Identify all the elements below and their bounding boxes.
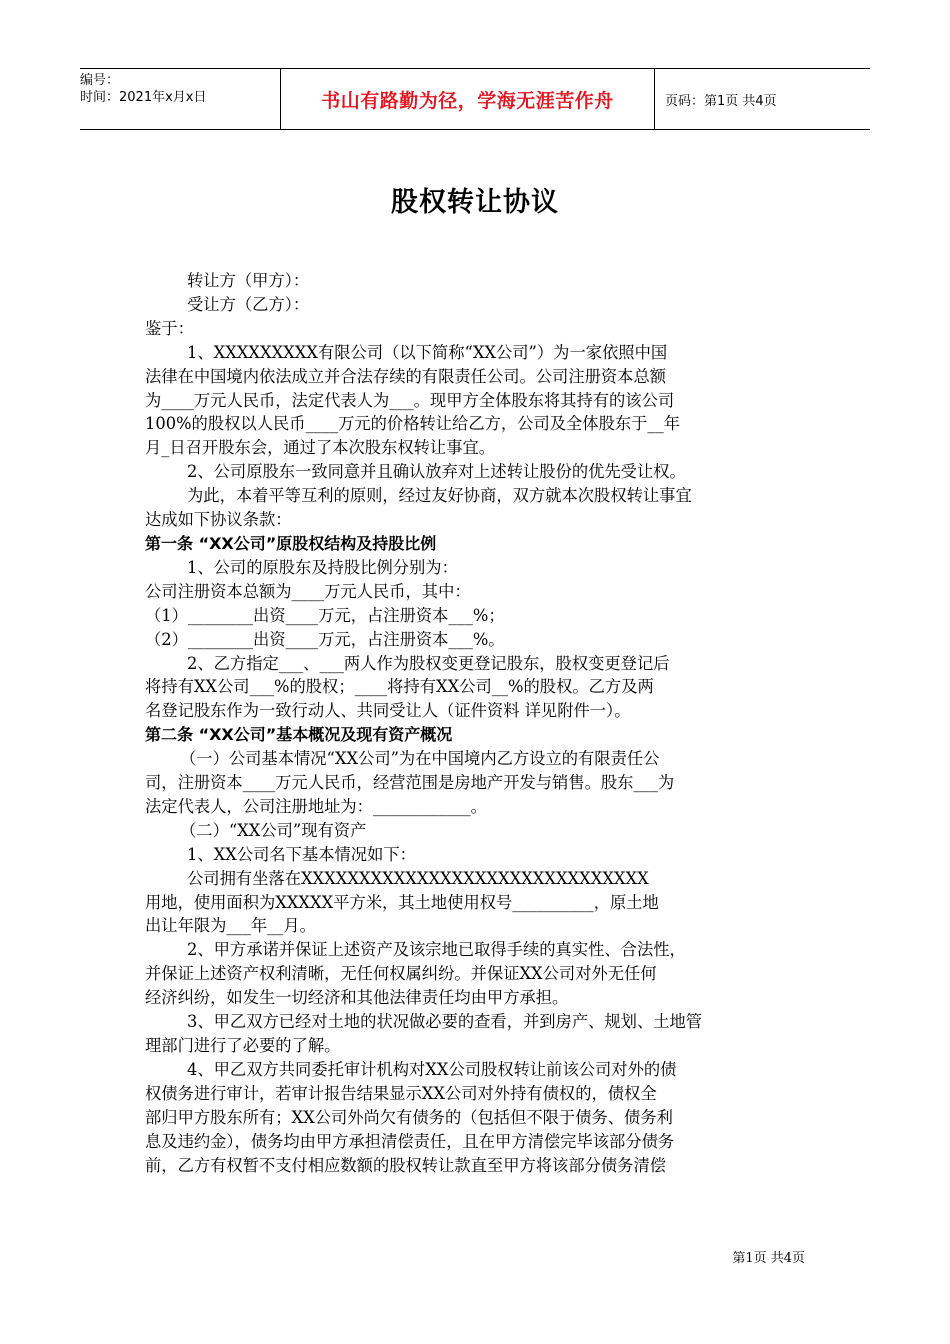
page-header bbox=[80, 68, 870, 130]
header-page-info: 页码：第1页 共4页 bbox=[665, 93, 777, 109]
body-paragraph: 为____万元人民币，法定代表人为___。现甲方全体股东将其持有的该公司 bbox=[145, 390, 675, 410]
header-meta bbox=[80, 69, 280, 129]
section-heading: 第一条 “XX公司”原股权结构及持股比例 bbox=[145, 533, 437, 553]
header-motto: 书山有路勤为径，学海无涯苦作舟 bbox=[321, 89, 614, 112]
body-paragraph: 3、甲乙双方已经对土地的状况做必要的查看，并到房产、规划、土地管 bbox=[187, 1012, 703, 1032]
body-paragraph: （二）“XX公司”现有资产 bbox=[180, 820, 367, 840]
body-paragraph: 2、公司原股东一致同意并且确认放弃对上述转让股份的优先受让权。 bbox=[187, 462, 686, 482]
body-paragraph: （一）公司基本情况“XX公司”为在中国境内乙方设立的有限责任公 bbox=[180, 749, 660, 769]
body-paragraph: 名登记股东作为一致行动人、共同受让人（证件资料 详见附件一）。 bbox=[145, 701, 631, 721]
body-paragraph: 法律在中国境内依法成立并合法存续的有限责任公司。公司注册资本总额 bbox=[145, 366, 667, 386]
body-paragraph: 公司拥有坐落在XXXXXXXXXXXXXXXXXXXXXXXXXXXXXX bbox=[187, 868, 649, 888]
body-paragraph: 2、甲方承诺并保证上述资产及该宗地已取得手续的真实性、合法性， bbox=[187, 940, 686, 960]
body-paragraph: 用地，使用面积为XXXXX平方米，其土地使用权号__________，原土地 bbox=[145, 892, 659, 912]
body-paragraph: 公司注册资本总额为____万元人民币，其中： bbox=[145, 581, 471, 601]
body-paragraph: 权债务进行审计，若审计报告结果显示XX公司对外持有债权的，债权全 bbox=[145, 1083, 657, 1103]
body-paragraph: 为此，本着平等互利的原则，经过友好协商，双方就本次股权转让事宜 bbox=[187, 486, 692, 506]
body-paragraph: 鉴于： bbox=[145, 318, 194, 338]
body-paragraph: 4、甲乙双方共同委托审计机构对XX公司股权转让前该公司对外的债 bbox=[187, 1059, 677, 1079]
body-paragraph: 并保证上述资产权利清晰，无任何权属纠纷。并保证XX公司对外无任何 bbox=[145, 964, 657, 984]
body-paragraph: 1、公司的原股东及持股比例分别为： bbox=[187, 557, 458, 577]
body-paragraph: （1）________出资____万元，占注册资本___%； bbox=[145, 605, 505, 625]
body-paragraph: 1、XX公司名下基本情况如下： bbox=[187, 844, 416, 864]
document-time: 时间：2021年x月x日 bbox=[80, 90, 207, 105]
body-paragraph: 法定代表人，公司注册地址为：____________。 bbox=[145, 796, 487, 816]
body-paragraph: 经济纠纷，如发生一切经济和其他法律责任均由甲方承担。 bbox=[145, 988, 569, 1008]
body-paragraph: 前，乙方有权暂不支付相应数额的股权转让款直至甲方将该部分债务清偿 bbox=[145, 1155, 667, 1175]
body-paragraph: 转让方（甲方）： bbox=[187, 271, 310, 290]
document-body bbox=[145, 269, 807, 1177]
body-paragraph: （2）________出资____万元，占注册资本___%。 bbox=[145, 629, 505, 649]
header-motto-cell bbox=[280, 69, 655, 129]
body-paragraph: 理部门进行了必要的了解。 bbox=[145, 1036, 341, 1055]
body-paragraph: 出让年限为___年__月。 bbox=[145, 916, 316, 936]
body-paragraph: 100%的股权以人民币____万元的价格转让给乙方，公司及全体股东于__年 bbox=[145, 414, 680, 434]
body-paragraph: 部归甲方股东所有；XX公司外尚欠有债务的（包括但不限于债务、债务利 bbox=[145, 1107, 673, 1127]
body-paragraph: 月_日召开股东会，通过了本次股东权转让事宜。 bbox=[145, 438, 496, 458]
body-paragraph: 达成如下协议条款： bbox=[145, 510, 292, 530]
document-number-label: 编号： bbox=[80, 73, 120, 88]
body-paragraph: 2、乙方指定___、___两人作为股权变更登记股东，股权变更登记后 bbox=[187, 653, 670, 673]
body-paragraph: 司，注册资本____万元人民币，经营范围是房地产开发与销售。股东___为 bbox=[145, 773, 675, 793]
body-paragraph: 将持有XX公司___%的股权；____将持有XX公司__%的股权。乙方及两 bbox=[145, 677, 654, 697]
document-title: 股权转让协议 bbox=[391, 187, 559, 218]
body-paragraph: 息及违约金），债务均由甲方承担清偿责任，且在甲方清偿完毕该部分债务 bbox=[145, 1131, 675, 1151]
page-footer: 第1页 共4页 bbox=[732, 1251, 805, 1266]
section-heading: 第二条 “XX公司”基本概况及现有资产概况 bbox=[145, 725, 453, 745]
body-paragraph: 1、XXXXXXXXX有限公司（以下简称“XX公司”）为一家依照中国 bbox=[187, 342, 668, 362]
body-paragraph: 受让方（乙方）： bbox=[187, 294, 310, 314]
